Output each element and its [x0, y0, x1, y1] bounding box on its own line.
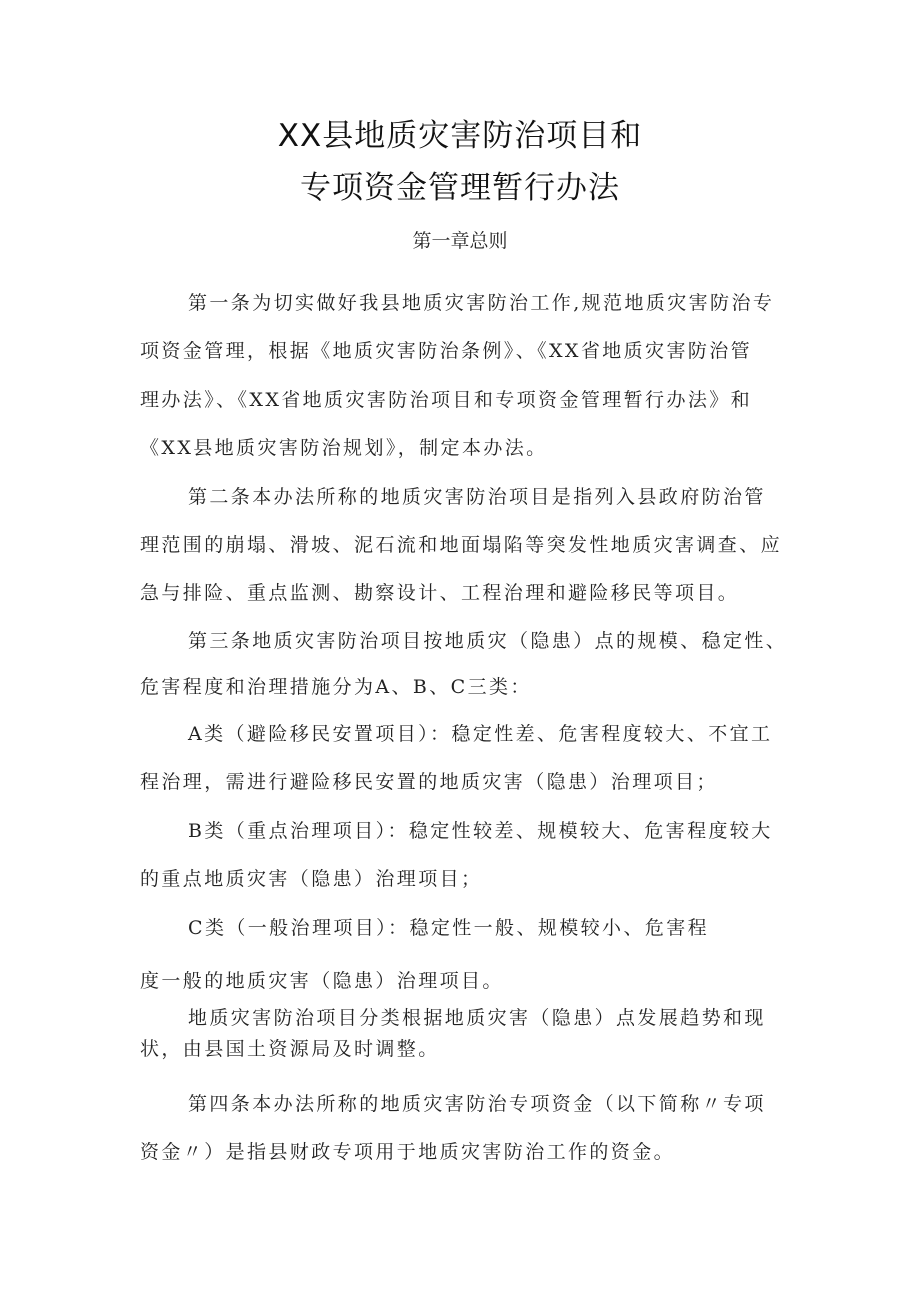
paragraph-line: A类（避险移民安置项目）：稳定性差、危害程度较大、不宜工: [188, 723, 773, 745]
paragraph-line: 的重点地质灾害（隐患）治理项目；: [140, 868, 483, 890]
paragraph-line: 理范围的崩塌、滑坡、泥石流和地面塌陷等突发性地质灾害调查、应: [140, 534, 783, 556]
paragraph-line: 地质灾害防治项目分类根据地质灾害（隐患）点发展趋势和现: [188, 1007, 766, 1029]
paragraph-line: 第三条地质灾害防治项目按地质灾（隐患）点的规模、稳定性、: [188, 630, 788, 652]
paragraph-line: 理办法》、《XX省地质灾害防治项目和专项资金管理暂行办法》和: [140, 389, 753, 411]
chapter-heading: 第一章总则: [412, 230, 508, 252]
paragraph-line: 急与排险、重点监测、勘察设计、工程治理和避险移民等项目。: [140, 582, 740, 604]
paragraph-line: B类（重点治理项目）：稳定性较差、规模较大、危害程度较大: [188, 820, 773, 842]
paragraph-line: 危害程度和治理措施分为A、B、C三类：: [140, 676, 532, 698]
paragraph-line: 《XX县地质灾害防治规划》，制定本办法。: [140, 437, 548, 459]
paragraph-line: C类（一般治理项目）：稳定性一般、规模较小、危害程: [188, 917, 710, 939]
paragraph-line: 度一般的地质灾害（隐患）治理项目。: [140, 970, 504, 992]
document-title-line-2: 专项资金管理暂行办法: [300, 170, 620, 206]
paragraph-line: 第四条本办法所称的地质灾害防治专项资金（以下简称〃专项: [188, 1093, 766, 1115]
paragraph-line: 程治理，需进行避险移民安置的地质灾害（隐患）治理项目；: [140, 771, 718, 793]
paragraph-line: 状，由县国土资源局及时调整。: [140, 1038, 440, 1060]
paragraph-line: 第二条本办法所称的地质灾害防治项目是指列入县政府防治管: [188, 486, 766, 508]
document-title-line-1: XX县地质灾害防治项目和: [277, 118, 643, 154]
paragraph-line: 资金〃）是指县财政专项用于地质灾害防治工作的资金。: [140, 1141, 676, 1163]
paragraph-line: 项资金管理，根据《地质灾害防治条例》、《XX省地质灾害防治管: [140, 340, 753, 362]
paragraph-line: 第一条为切实做好我县地质灾害防治工作,规范地质灾害防治专: [188, 292, 775, 314]
